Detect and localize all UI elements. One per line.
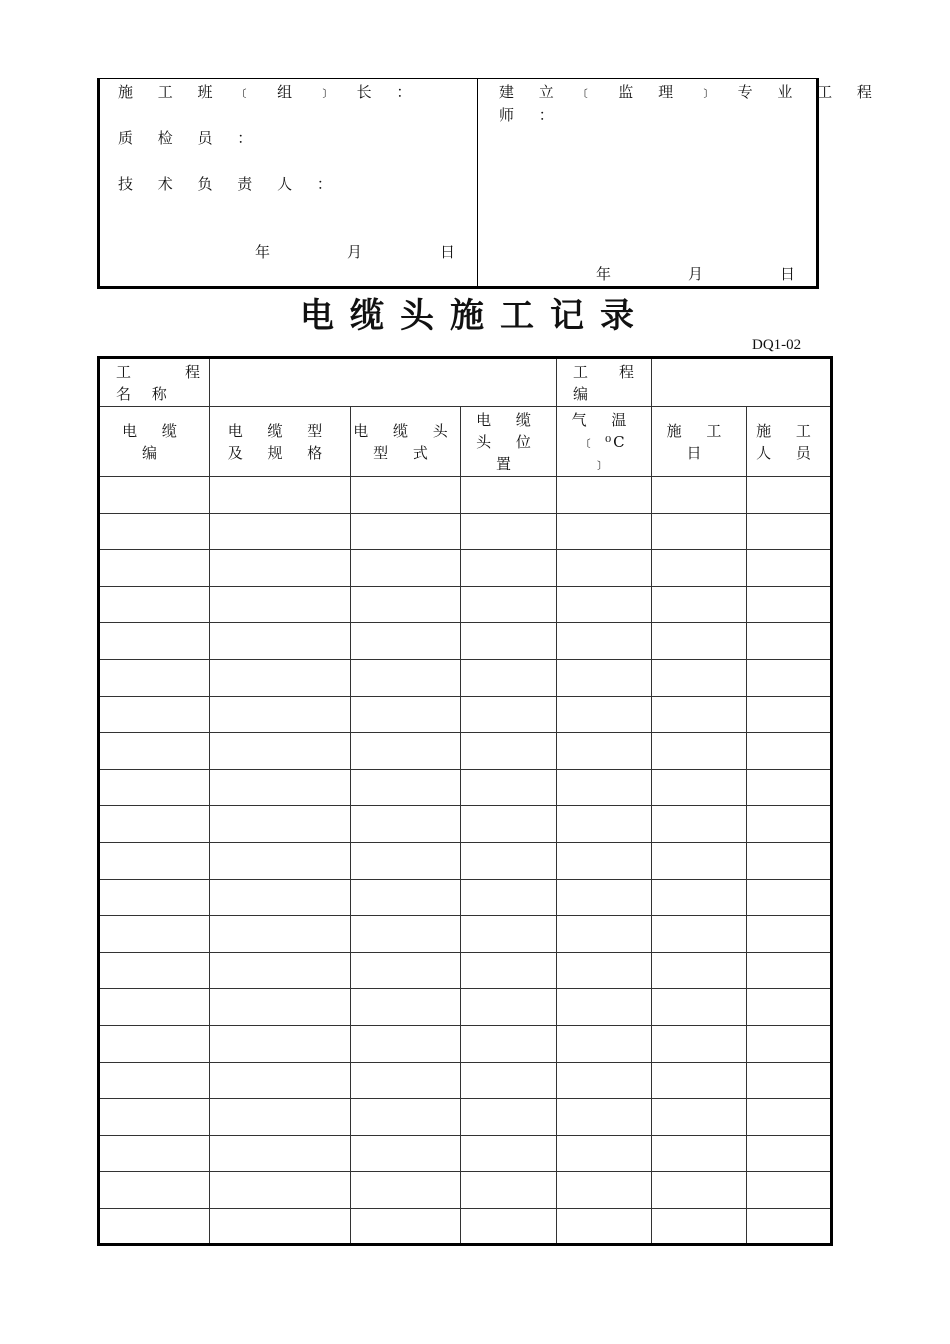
table-cell[interactable] [461, 879, 557, 916]
col-header-installer [747, 407, 832, 477]
table-cell[interactable] [461, 1062, 557, 1099]
col-header-install-date [652, 407, 747, 477]
table-cell[interactable] [557, 1062, 652, 1099]
signature-box [97, 78, 882, 289]
col-header-line: 型 式 [373, 443, 438, 462]
table-cell[interactable] [652, 879, 747, 916]
table-cell[interactable] [99, 1062, 210, 1099]
table-row [99, 842, 832, 879]
table-row [99, 733, 832, 770]
table-cell[interactable] [461, 842, 557, 879]
table-cell[interactable] [351, 623, 461, 660]
table-cell[interactable] [210, 916, 351, 953]
table-cell[interactable] [747, 916, 832, 953]
table-cell[interactable] [351, 769, 461, 806]
col-header-head-position [461, 407, 557, 477]
table-cell[interactable] [652, 842, 747, 879]
signature-right-panel [478, 79, 882, 286]
table-cell[interactable] [210, 1135, 351, 1172]
table-cell[interactable] [461, 550, 557, 587]
col-header-line: 头 位 [476, 432, 541, 451]
doc-code: DQ1-02 [752, 337, 802, 353]
table-cell[interactable] [351, 586, 461, 623]
table-cell[interactable] [652, 1025, 747, 1062]
project-no-label-line1: 工 程 [573, 362, 643, 381]
table-cell[interactable] [747, 1172, 832, 1209]
table-row [99, 916, 832, 953]
table-row [99, 586, 832, 623]
table-cell[interactable] [461, 513, 557, 550]
table-row [99, 1172, 832, 1209]
table-cell[interactable] [652, 513, 747, 550]
table-cell[interactable] [99, 586, 210, 623]
table-row [99, 1025, 832, 1062]
table-cell[interactable] [351, 1172, 461, 1209]
table-cell[interactable] [351, 659, 461, 696]
left-day-label: 日 [440, 243, 456, 261]
table-cell[interactable] [652, 550, 747, 587]
record-rows [99, 477, 832, 1245]
table-cell[interactable] [210, 769, 351, 806]
page-title: 电缆头施工记录 [300, 296, 650, 336]
table-cell[interactable] [99, 513, 210, 550]
table-cell[interactable] [747, 769, 832, 806]
column-header-row [99, 407, 832, 477]
table-cell[interactable] [461, 1099, 557, 1136]
table-cell[interactable] [652, 623, 747, 660]
table-cell[interactable] [210, 879, 351, 916]
table-cell[interactable] [652, 1062, 747, 1099]
col-header-line: 电 缆 [122, 421, 187, 440]
table-cell[interactable] [652, 1208, 747, 1245]
table-cell[interactable] [210, 1025, 351, 1062]
table-cell[interactable] [652, 659, 747, 696]
supervisor-label-line2: 师 ： [499, 106, 564, 124]
table-cell[interactable] [99, 916, 210, 953]
table-cell[interactable] [351, 1062, 461, 1099]
table-cell[interactable] [747, 952, 832, 989]
right-day-label: 日 [780, 265, 796, 283]
table-cell[interactable] [210, 550, 351, 587]
col-header-cable-model [210, 407, 351, 477]
table-row [99, 952, 832, 989]
project-no-field[interactable] [652, 358, 832, 407]
col-header-line: 电 缆 型 [227, 421, 333, 440]
tech-lead-label: 技 术 负 责 人 ： [118, 175, 342, 193]
table-cell[interactable] [557, 550, 652, 587]
table-cell[interactable] [461, 1172, 557, 1209]
table-cell[interactable] [461, 477, 557, 514]
project-no-label-line2: 编 [573, 384, 597, 403]
signature-left-panel [100, 79, 477, 286]
table-cell[interactable] [747, 1208, 832, 1245]
table-cell[interactable] [351, 916, 461, 953]
table-cell[interactable] [210, 586, 351, 623]
table-cell[interactable] [747, 659, 832, 696]
table-cell[interactable] [99, 733, 210, 770]
table-row [99, 623, 832, 660]
project-no-label-cell [557, 358, 652, 407]
table-cell[interactable] [557, 623, 652, 660]
record-table [97, 356, 833, 1246]
table-cell[interactable] [351, 879, 461, 916]
table-cell[interactable] [351, 477, 461, 514]
table-cell[interactable] [210, 477, 351, 514]
table-cell[interactable] [461, 659, 557, 696]
table-cell[interactable] [99, 550, 210, 587]
table-cell[interactable] [557, 989, 652, 1026]
table-cell[interactable] [351, 1135, 461, 1172]
table-cell[interactable] [99, 952, 210, 989]
table-cell[interactable] [652, 1099, 747, 1136]
table-cell[interactable] [99, 623, 210, 660]
col-header-line: 施 工 [756, 421, 821, 440]
table-cell[interactable] [99, 1099, 210, 1136]
table-cell[interactable] [461, 586, 557, 623]
table-row [99, 696, 832, 733]
table-cell[interactable] [351, 513, 461, 550]
table-cell[interactable] [557, 1099, 652, 1136]
table-cell[interactable] [557, 1025, 652, 1062]
table-cell[interactable] [210, 659, 351, 696]
table-cell[interactable] [99, 769, 210, 806]
table-cell[interactable] [99, 1208, 210, 1245]
col-header-line: 人 员 [756, 443, 821, 462]
table-cell[interactable] [747, 1099, 832, 1136]
table-row [99, 1099, 832, 1136]
table-row [99, 989, 832, 1026]
table-cell[interactable] [557, 1208, 652, 1245]
table-row [99, 1062, 832, 1099]
table-cell[interactable] [99, 477, 210, 514]
inspector-label: 质 检 员 ： [118, 129, 263, 147]
table-cell[interactable] [351, 806, 461, 843]
table-cell[interactable] [99, 696, 210, 733]
table-cell[interactable] [461, 806, 557, 843]
table-cell[interactable] [747, 1135, 832, 1172]
table-cell[interactable] [210, 696, 351, 733]
table-cell[interactable] [461, 733, 557, 770]
table-cell[interactable] [351, 1208, 461, 1245]
table-cell[interactable] [351, 550, 461, 587]
table-row [99, 1208, 832, 1245]
table-cell[interactable] [351, 989, 461, 1026]
table-cell[interactable] [461, 696, 557, 733]
col-header-line: 日 [686, 443, 712, 462]
col-header-line: 电 缆 [476, 410, 541, 429]
col-header-line: 编 [141, 443, 167, 462]
table-cell[interactable] [747, 1062, 832, 1099]
table-cell[interactable] [461, 769, 557, 806]
table-cell[interactable] [99, 1135, 210, 1172]
table-row [99, 513, 832, 550]
col-header-line: ﹝ ⁰C [581, 432, 627, 451]
project-name-field[interactable] [210, 358, 557, 407]
table-cell[interactable] [557, 659, 652, 696]
table-cell[interactable] [652, 952, 747, 989]
table-cell[interactable] [99, 842, 210, 879]
table-cell[interactable] [210, 1172, 351, 1209]
table-cell[interactable] [652, 696, 747, 733]
table-cell[interactable] [210, 806, 351, 843]
table-row [99, 477, 832, 514]
table-cell[interactable] [557, 879, 652, 916]
table-row [99, 1135, 832, 1172]
table-cell[interactable] [99, 989, 210, 1026]
table-cell[interactable] [210, 623, 351, 660]
table-cell[interactable] [210, 1099, 351, 1136]
table-cell[interactable] [210, 842, 351, 879]
table-cell[interactable] [747, 623, 832, 660]
right-month-label: 月 [688, 265, 704, 283]
table-cell[interactable] [652, 806, 747, 843]
project-name-label-line1: 工 程 [116, 362, 209, 381]
table-cell[interactable] [652, 1135, 747, 1172]
supervisor-label-line1: 建 立 ﹝ 监 理 ﹞ 专 业 工 程 [499, 83, 882, 101]
table-cell[interactable] [461, 623, 557, 660]
table-cell[interactable] [557, 696, 652, 733]
table-cell[interactable] [557, 513, 652, 550]
left-year-label: 年 [255, 243, 271, 261]
table-cell[interactable] [461, 1135, 557, 1172]
table-cell[interactable] [210, 1208, 351, 1245]
project-name-label-cell [99, 358, 210, 407]
table-cell[interactable] [557, 916, 652, 953]
col-header-line: 及 规 格 [227, 443, 333, 462]
table-cell[interactable] [461, 989, 557, 1026]
table-cell[interactable] [351, 1025, 461, 1062]
table-cell[interactable] [747, 513, 832, 550]
table-cell[interactable] [747, 842, 832, 879]
col-header-line: 气 温 [571, 410, 637, 429]
table-cell[interactable] [747, 696, 832, 733]
table-row [99, 769, 832, 806]
table-cell[interactable] [557, 733, 652, 770]
table-cell[interactable] [99, 1025, 210, 1062]
table-row [99, 659, 832, 696]
table-row [99, 550, 832, 587]
table-cell[interactable] [652, 477, 747, 514]
table-cell[interactable] [461, 916, 557, 953]
table-cell[interactable] [557, 806, 652, 843]
table-cell[interactable] [557, 769, 652, 806]
table-cell[interactable] [557, 952, 652, 989]
table-cell[interactable] [747, 989, 832, 1026]
project-info-row [99, 358, 832, 407]
table-cell[interactable] [99, 659, 210, 696]
table-cell[interactable] [747, 806, 832, 843]
table-cell[interactable] [351, 952, 461, 989]
table-cell[interactable] [747, 879, 832, 916]
table-cell[interactable] [652, 916, 747, 953]
table-cell[interactable] [747, 550, 832, 587]
col-header-temperature [557, 407, 652, 477]
table-cell[interactable] [461, 1025, 557, 1062]
table-row [99, 806, 832, 843]
team-leader-label: 施 工 班 ﹝ 组 ﹞ 长 ： [118, 83, 422, 101]
table-cell[interactable] [351, 696, 461, 733]
table-cell[interactable] [210, 733, 351, 770]
col-header-cable-no [99, 407, 210, 477]
col-header-line: 电 缆 头 [353, 421, 458, 440]
table-cell[interactable] [461, 952, 557, 989]
left-month-label: 月 [347, 243, 363, 261]
table-cell[interactable] [747, 586, 832, 623]
table-cell[interactable] [557, 1135, 652, 1172]
table-cell[interactable] [351, 733, 461, 770]
table-cell[interactable] [210, 989, 351, 1026]
table-cell[interactable] [210, 952, 351, 989]
table-cell[interactable] [461, 1208, 557, 1245]
table-cell[interactable] [747, 1025, 832, 1062]
table-cell[interactable] [99, 879, 210, 916]
table-cell[interactable] [557, 1172, 652, 1209]
table-cell[interactable] [557, 842, 652, 879]
col-header-head-type [351, 407, 461, 477]
table-cell[interactable] [99, 806, 210, 843]
col-header-line: ﹞ [591, 454, 617, 473]
table-cell[interactable] [652, 769, 747, 806]
project-name-label-line2: 名 称 [116, 384, 175, 403]
table-cell[interactable] [652, 733, 747, 770]
table-cell[interactable] [747, 733, 832, 770]
right-year-label: 年 [596, 265, 612, 283]
table-cell[interactable] [210, 1062, 351, 1099]
table-cell[interactable] [652, 1172, 747, 1209]
table-cell[interactable] [557, 586, 652, 623]
col-header-line: 置 [496, 454, 522, 473]
table-cell[interactable] [652, 989, 747, 1026]
table-cell[interactable] [747, 477, 832, 514]
col-header-line: 施 工 [666, 421, 732, 440]
table-cell[interactable] [210, 513, 351, 550]
table-cell[interactable] [351, 842, 461, 879]
table-row [99, 879, 832, 916]
table-cell[interactable] [99, 1172, 210, 1209]
table-cell[interactable] [557, 477, 652, 514]
table-cell[interactable] [652, 586, 747, 623]
table-cell[interactable] [351, 1099, 461, 1136]
